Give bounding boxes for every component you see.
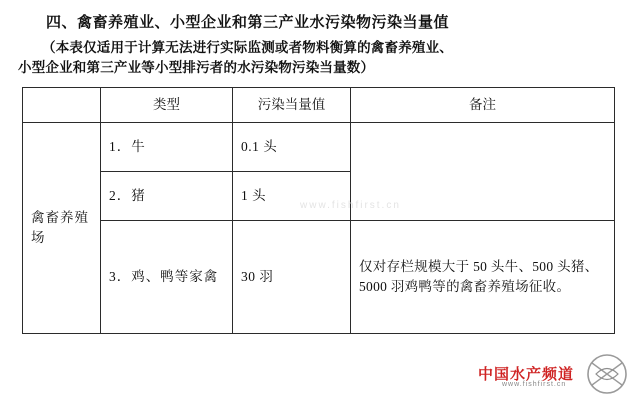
cell-type-poultry: 3．鸡、鸭等家禽 <box>101 221 233 334</box>
page-title: 四、禽畜养殖业、小型企业和第三产业水污染物污染当量值 <box>46 15 450 31</box>
cell-note-scale-requirement: 仅对存栏规模大于 50 头牛、500 头猪、5000 羽鸡鸭等的禽畜养殖场征收。 <box>351 221 615 334</box>
cell-value-cattle: 0.1 头 <box>233 123 351 172</box>
column-header-value: 污染当量值 <box>233 88 351 123</box>
watermark <box>462 351 630 397</box>
column-header-type: 类型 <box>101 88 233 123</box>
fish-logo-icon <box>586 353 628 395</box>
column-header-category <box>23 88 101 123</box>
column-header-note: 备注 <box>351 88 615 123</box>
cell-value-pig: 1 头 <box>233 172 351 221</box>
cell-type-cattle: 1．牛 <box>101 123 233 172</box>
cell-type-pig: 2．猪 <box>101 172 233 221</box>
subtitle-line-1: （本表仅适用于计算无法进行实际监测或者物料衡算的禽畜养殖业、 <box>42 39 453 55</box>
watermark-url: www.fishfirst.cn <box>502 381 567 388</box>
table-row <box>23 123 615 172</box>
faint-watermark-text: www.fishfirst.cn <box>300 200 401 211</box>
watermark-brand: 中国水产频道 <box>478 366 575 383</box>
cell-category-livestock-farm: 禽畜养殖场 <box>23 123 101 334</box>
subtitle-line-2: 小型企业和第三产业等小型排污者的水污染物污染当量数） <box>18 60 375 76</box>
page-subtitle <box>18 38 622 80</box>
table-row <box>23 221 615 334</box>
table-header-row <box>23 88 615 123</box>
cell-value-poultry: 30 羽 <box>233 221 351 334</box>
